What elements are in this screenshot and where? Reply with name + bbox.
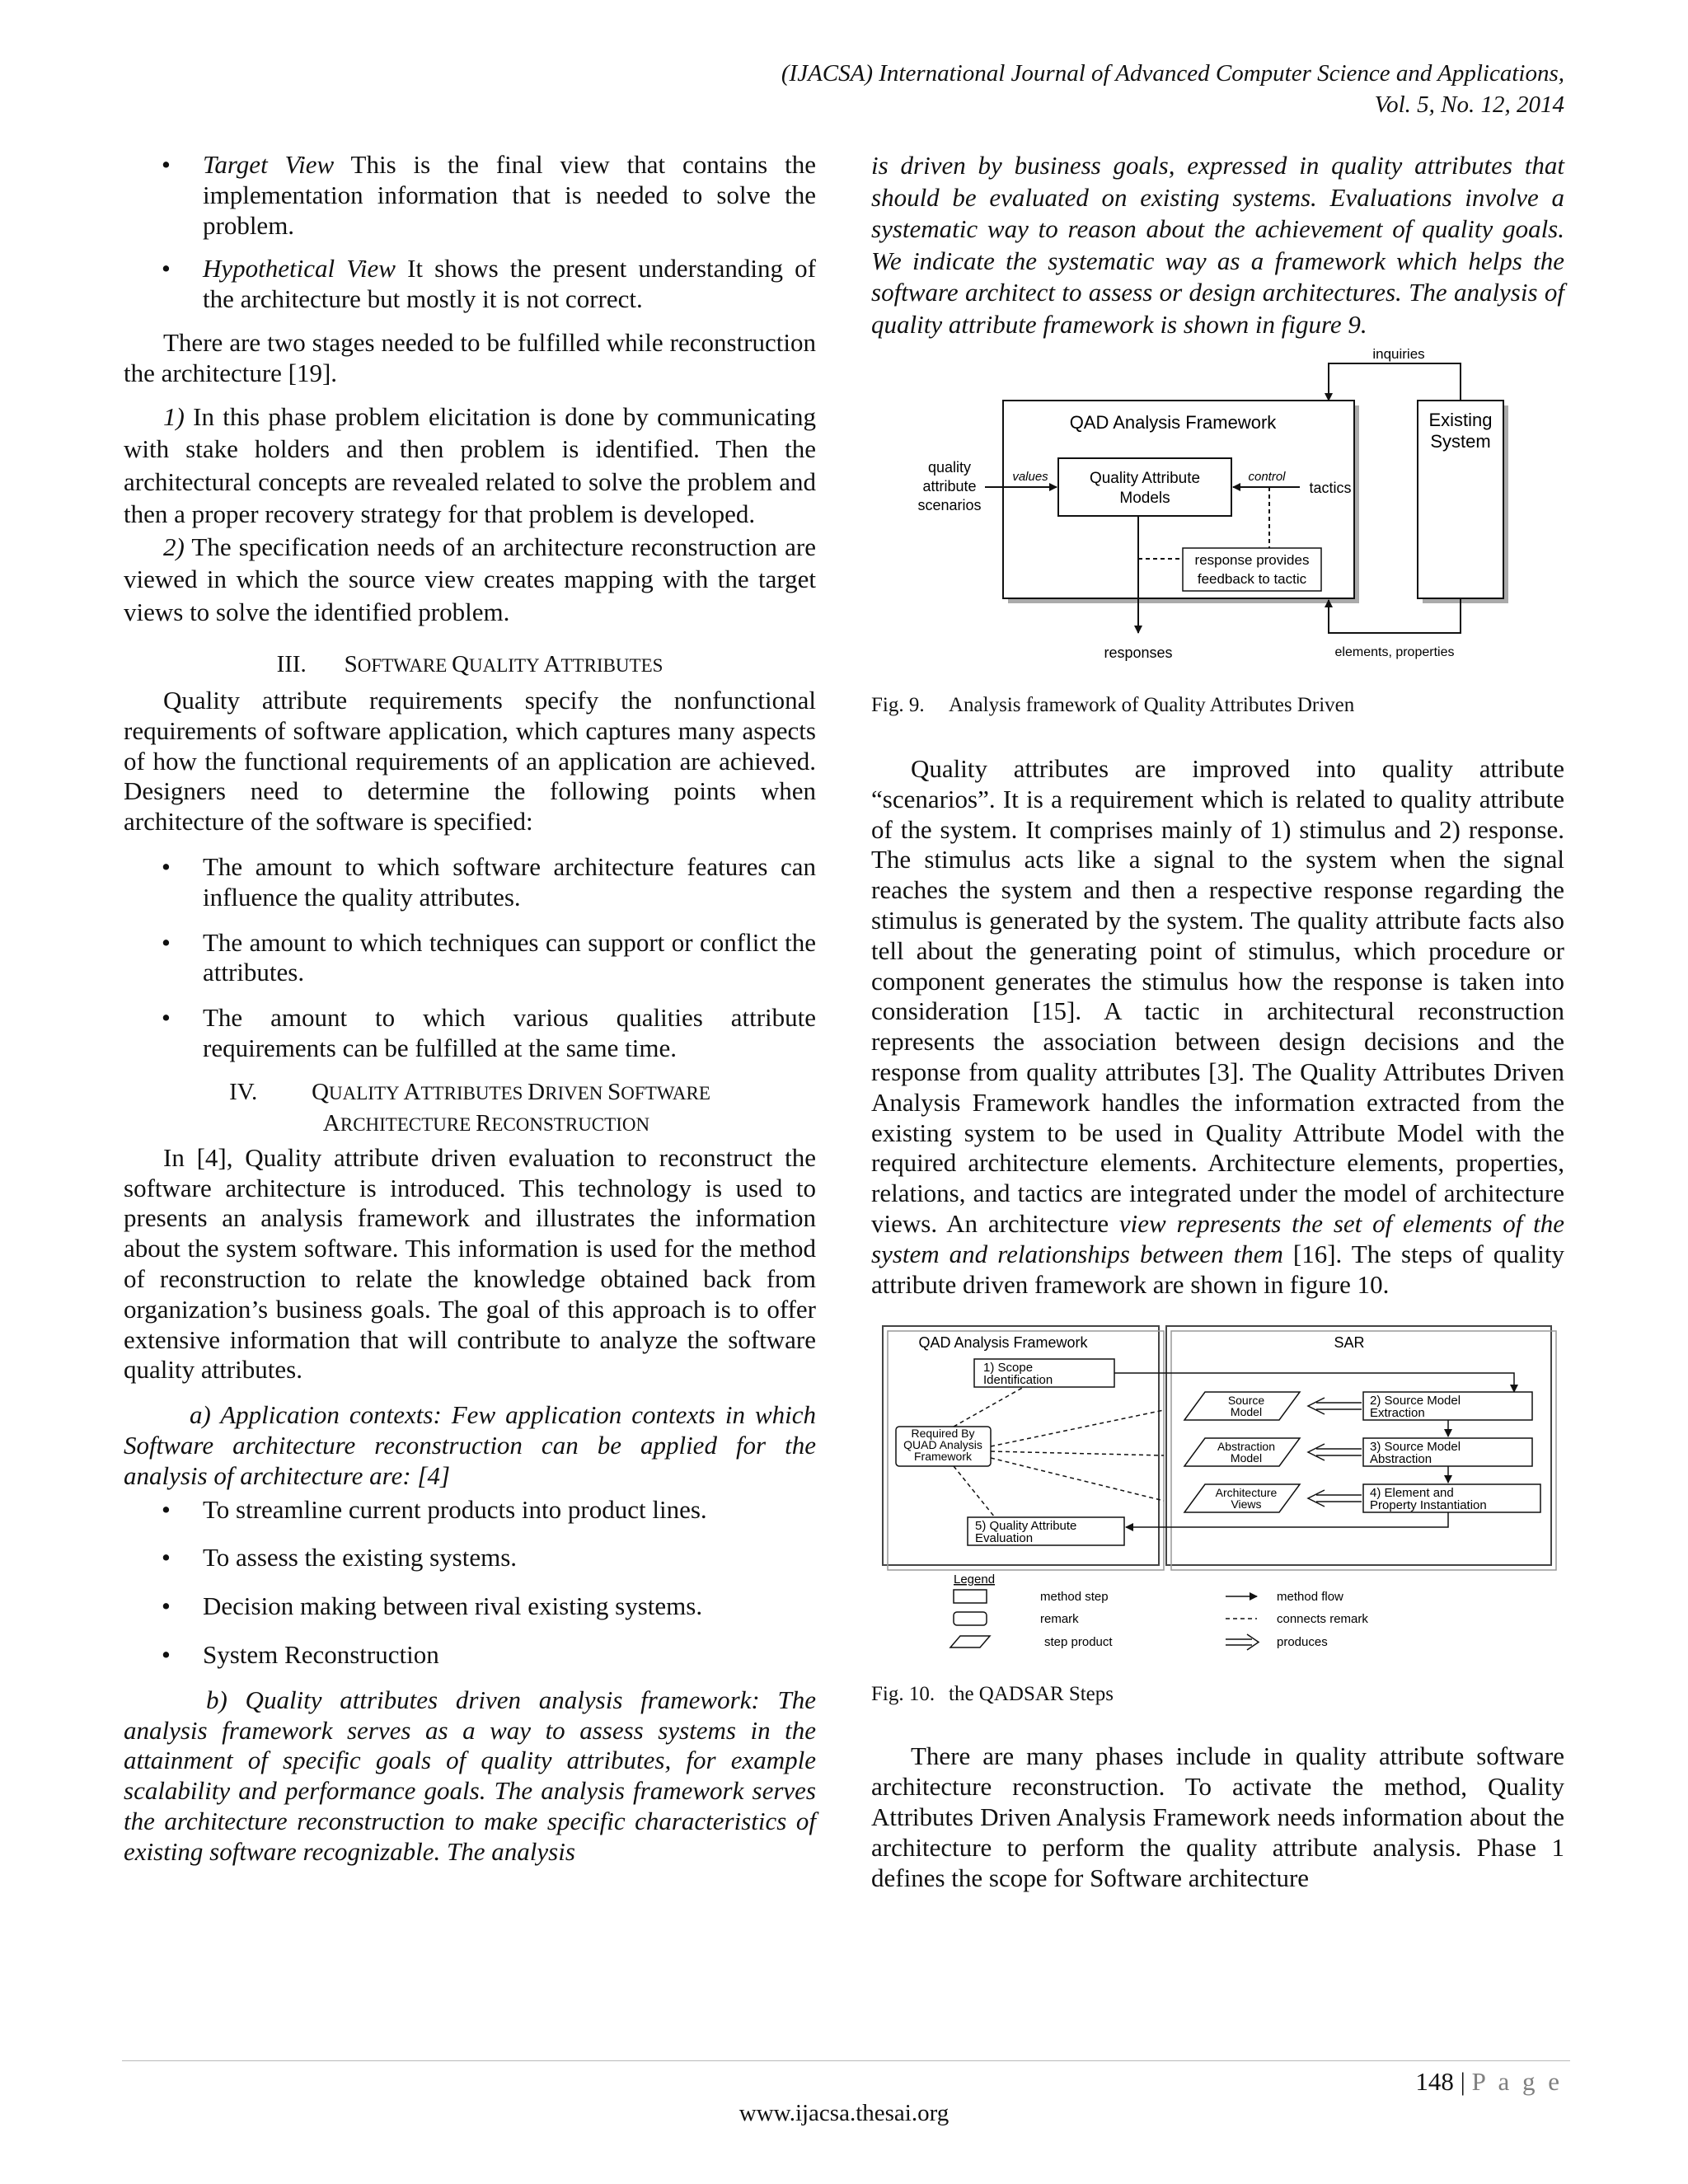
qam-label-2: Models (1119, 490, 1170, 507)
response-feedback-label-2: feedback to tactic (1197, 571, 1307, 587)
elements-properties-arrow (1329, 598, 1461, 633)
required-by-label-3: Framework (913, 1450, 973, 1464)
legend-remark-swatch (954, 1612, 987, 1625)
qas-label-1: quality (927, 459, 972, 476)
step-5-label-1: 5) Quality Attribute (975, 1519, 1077, 1534)
analysis-continued: is driven by business goals, expressed in quality attributes that should be evaluated on existing systems. Evaluations involve a systematic way to reason about the achievement of quality goals. We indicate the systematic way as a framework which helps the software architect to assess or design architectures. The analysis of quality attribute framework is shown in figure 9. (871, 151, 1564, 339)
step-4-label-1: 4) Element and (1370, 1486, 1454, 1501)
abstraction-model-label-1: Abstraction (1217, 1440, 1276, 1454)
responses-label: responses (1104, 644, 1173, 661)
section-3-paragraph: Quality attribute requirements specify the nonfunctional requirements of software application, which captures many aspects of how the functional requirements of an application are achieved. Designers need to determine the following points when architecture of the software is specified: (124, 686, 816, 837)
legend-method-flow: method flow (1277, 1590, 1343, 1605)
section-3-bullets (124, 852, 816, 1064)
required-by-label-1: Required By (911, 1427, 975, 1441)
step-2-label-1: 2) Source Model (1370, 1394, 1461, 1408)
abstraction-model-label-2: Model (1230, 1451, 1263, 1465)
analysis-framework-paragraph: b) Quality attributes driven analysis framework: The analysis framework serves as a way to assess systems in the attainment of specific goals of quality attributes, for example scalability and performance goals. The analysis framework serves the architecture reconstruction to make specific characteristics of existing software recognizable. The analysis (124, 1685, 816, 1866)
legend-method-step: method step (1040, 1590, 1109, 1605)
quality-attribute-models-box (1058, 458, 1231, 516)
left-column (124, 150, 816, 1868)
figure-10-diagram (871, 1319, 1564, 1674)
existing-system-box (1418, 401, 1503, 598)
qad-panel-title: QAD Analysis Framework (918, 1334, 1088, 1352)
section-4-paragraph: In [4], Quality attribute driven evaluation to reconstruct the software architecture is introduced. This technology is used to presents an analysis framework and illustrates the information about the system software. This information is used for the method of reconstruction to relate the knowledge obtained back from organization’s business goals. The goal of this approach is to offer extensive information that will contribute to analyze the software quality attributes. (124, 1142, 816, 1385)
legend-step-product-swatch (950, 1636, 990, 1647)
figure-9-caption: Fig. 9. Analysis framework of Quality Attributes Driven (871, 694, 1355, 716)
legend-step-product: step product (1044, 1635, 1113, 1650)
step-3-label-1: 3) Source Model (1370, 1440, 1461, 1455)
legend-title: Legend (954, 1572, 996, 1587)
stage-2: 2) The specification needs of an architecture reconstruction are viewed in which the source view creates mapping with the target views to solve the identified problem. (124, 532, 816, 626)
application-contexts-list (124, 1495, 816, 1671)
values-label: values (1012, 470, 1048, 484)
list-item: • The amount to which various qualities attribute requirements can be fulfilled at the same time. (124, 1003, 816, 1064)
required-by-label-2: QUAD Analysis (903, 1438, 982, 1452)
list-item: • To assess the existing systems. (124, 1543, 816, 1573)
control-label: control (1248, 470, 1286, 484)
legend-remark: remark (1040, 1612, 1079, 1627)
step-1-label-2: Identification (983, 1373, 1053, 1388)
architecture-views-label-1: Architecture (1215, 1486, 1278, 1500)
list-item: • The amount to which software architecture features can influence the quality attributes. (124, 852, 816, 913)
qas-label-2: attribute (922, 478, 977, 494)
views-list (124, 150, 816, 315)
journal-header (781, 58, 1564, 120)
page-number: 148 | P a g e (1415, 2067, 1563, 2096)
response-feedback-label-1: response provides (1194, 552, 1310, 568)
existing-system-label-1: Existing (1428, 410, 1493, 430)
journal-title: (IJACSA) International Journal of Advanced Computer Science and Applications, (781, 60, 1564, 87)
list-item: • System Reconstruction (124, 1640, 816, 1671)
existing-system-label-2: System (1430, 431, 1491, 452)
section-heading-3: III. SOFTWARE QUALITY ATTRIBUTES (276, 651, 663, 678)
right-column (871, 150, 1564, 1893)
source-model-label-1: Source (1227, 1394, 1265, 1408)
elements-properties-label: elements, properties (1334, 645, 1455, 659)
legend-connects-remark: connects remark (1277, 1612, 1368, 1627)
step-3-label-2: Abstraction (1370, 1452, 1432, 1467)
section-heading-4: IV. QUALITY ATTRIBUTES DRIVEN SOFTWARE ARCHITECTURE RECONSTRUCTION (229, 1078, 710, 1137)
list-item: • Decision making between rival existing systems. (124, 1591, 816, 1622)
legend-produces-swatch (1226, 1634, 1259, 1650)
figure-10-caption: Fig. 10. the QADSAR Steps (871, 1683, 1114, 1706)
qam-label-1: Quality Attribute (1089, 470, 1201, 487)
step-4-label-2: Property Instantiation (1370, 1498, 1487, 1513)
list-item: • To streamline current products into product lines. (124, 1495, 816, 1526)
website-link[interactable]: www.ijacsa.thesai.org (738, 2100, 950, 2126)
figure-9-diagram (871, 349, 1564, 678)
qad-framework-title: QAD Analysis Framework (1069, 412, 1277, 433)
footer-divider (122, 2060, 1570, 2061)
application-contexts-heading: a) Application contexts: Few application contexts in which Software architecture reconstruction can be applied for the analysis of architecture are: [4] (124, 1400, 816, 1490)
legend-produces: produces (1277, 1635, 1328, 1650)
step-1-label-1: 1) Scope (983, 1361, 1034, 1376)
tactics-label: tactics (1309, 480, 1352, 496)
architecture-views-label-2: Views (1231, 1497, 1262, 1511)
journal-volume: Vol. 5, No. 12, 2014 (1374, 91, 1564, 118)
inquiries-label: inquiries (1372, 349, 1425, 362)
phases-paragraph: There are many phases include in quality attribute software architecture reconstruction. To activate the method, Quality Attributes Driven Analysis Framework needs information about the architecture to perform the quality attribute analysis. Phase 1 defines the scope for Software architecture (871, 1741, 1564, 1892)
list-item: • The amount to which techniques can support or conflict the attributes. (124, 928, 816, 989)
sar-panel-title: SAR (1334, 1334, 1365, 1352)
list-item: • Target View This is the final view that contains the implementation information that is needed to solve the problem. (124, 150, 816, 241)
inquiries-arrow (1329, 363, 1461, 401)
step-5-label-2: Evaluation (975, 1531, 1034, 1546)
step-2-label-2: Extraction (1370, 1406, 1425, 1421)
qas-label-3: scenarios (917, 497, 982, 513)
legend-method-step-swatch (954, 1590, 987, 1603)
stages-intro: There are two stages needed to be fulfilled while reconstruction the architecture [19]. (124, 327, 816, 387)
stage-1: 1) In this phase problem elicitation is done by communicating with stake holders and then problem is identified. Then the architectural concepts are revealed related to solve the problem and then a proper recovery strategy for that problem is developed. (124, 401, 816, 529)
source-model-label-2: Model (1230, 1405, 1263, 1419)
list-item: • Hypothetical View It shows the present understanding of the architecture but mostly it is not correct. (124, 254, 816, 315)
scenarios-paragraph: Quality attributes are improved into quality attribute “scenarios”. It is a requirement which is related to quality attribute of the system. It comprises mainly of 1) stimulus and 2) response. The stimulus acts like a signal to the system when the signal reaches the system and then a respective response regarding the stimulus is generated by the system. The quality attribute facts also tell about the generating point of stimulus, which procedure or component generates the stimulus how the response is taken into consideration [15]. A tactic in architectural reconstruction represents the association between design decisions and the response from quality attributes [3]. The Quality Attributes Driven Analysis Framework handles the information extracted from the existing system to be used in Quality Attribute Model with the required architecture elements. Architecture elements, properties, relations, and tactics are integrated under the model of architecture views. An architecture view represents the set of elements of the system and relationships between them [16]. The steps of quality attribute driven framework are shown in figure 10. (871, 754, 1565, 1299)
